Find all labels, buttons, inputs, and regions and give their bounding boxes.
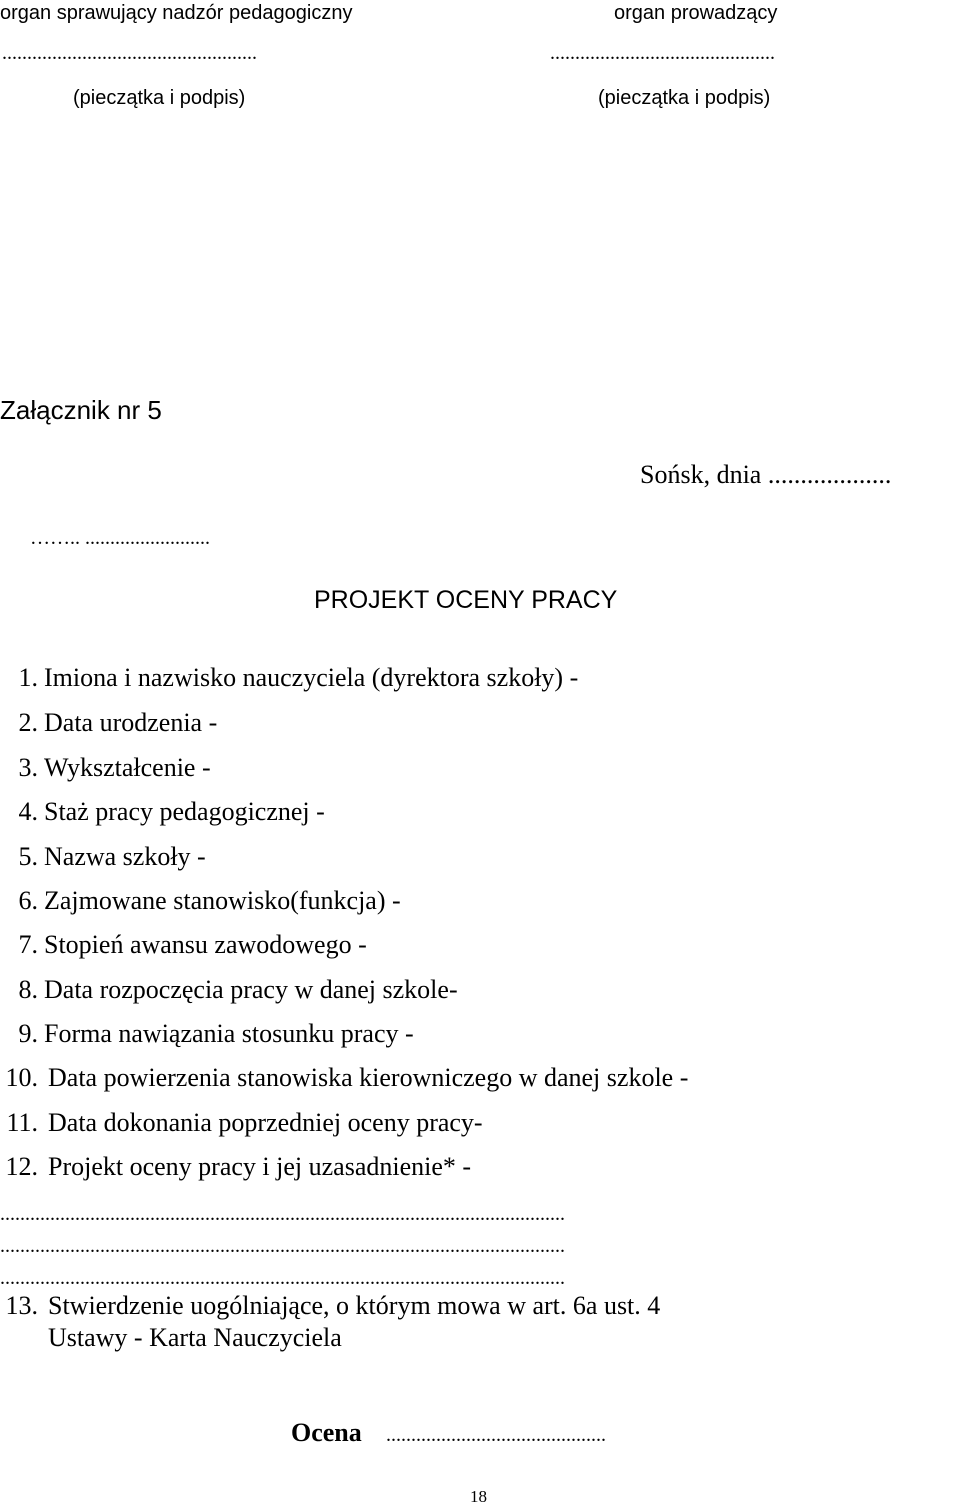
item-number: 10. [5,1063,38,1092]
item-text: Stopień awansu zawodowego - [44,930,367,959]
page-number: 18 [470,1487,487,1506]
item-text: Zajmowane stanowisko(funkcja) - [44,886,401,915]
item-text: Stwierdzenie uogólniające, o którym mowa w art. 6a ust. 4 [48,1291,661,1320]
item-number: 8. [18,975,38,1004]
item-text: Data rozpoczęcia pracy w danej szkole- [44,975,458,1004]
supervisory-body-label: organ sprawujący nadzór pedagogiczny [0,2,353,24]
item-number: 5. [18,842,38,871]
supervisory-stamp-caption: (pieczątka i podpis) [73,87,246,109]
list-item [6,797,325,827]
answer-dot-line: ................................................................................................................. [0,1235,565,1257]
list-item [0,1063,688,1093]
item-text-continuation: Ustawy - Karta Nauczyciela [48,1323,342,1352]
list-item [0,1291,660,1321]
governing-signature-dots: ............................................. [550,42,775,64]
item-number: 1. [18,663,38,692]
list-item [6,753,211,783]
item-text: Wykształcenie - [44,753,211,782]
supervisory-signature-dots: ................................................... [2,42,257,64]
list-item [6,1019,414,1049]
item-number: 7. [18,930,38,959]
item-text: Staż pracy pedagogicznej - [44,797,325,826]
answer-dot-line: ................................................................................................................. [0,1203,565,1225]
item-text: Data powierzenia stanowiska kierowniczego w danej szkole - [48,1063,689,1092]
item-number: 11. [6,1108,38,1137]
item-text: Data dokonania poprzedniej oceny pracy- [48,1108,483,1137]
grade-dots: ............................................ [386,1424,606,1446]
item-text: Forma nawiązania stosunku pracy - [44,1019,414,1048]
list-item [6,842,206,872]
grade-label: Ocena [291,1418,362,1447]
list-item [6,930,367,960]
answer-dot-line: ................................................................................................................. [0,1267,565,1289]
item-number: 3. [18,753,38,782]
place-date: Sońsk, dnia ................... [640,460,892,489]
item-number: 6. [18,886,38,915]
item-number: 4. [18,797,38,826]
item-text: Data urodzenia - [44,708,218,737]
list-item [6,663,578,693]
item-text: Imiona i nazwisko nauczyciela (dyrektora szkoły) - [44,663,579,692]
list-item [6,886,401,916]
item-number: 13. [5,1291,38,1320]
governing-stamp-caption: (pieczątka i podpis) [598,87,771,109]
item-number: 9. [18,1019,38,1048]
list-item [6,708,217,738]
document-title: PROJEKT OCENY PRACY [314,586,618,614]
list-item [0,1152,471,1182]
list-item [6,975,458,1005]
item-text: Nazwa szkoły - [44,842,206,871]
date-dots: …….. ......................... [30,527,210,549]
governing-body-label: organ prowadzący [614,2,778,24]
item-number: 12. [5,1152,38,1181]
list-item [0,1108,483,1138]
item-text: Projekt oceny pracy i jej uzasadnienie* - [48,1152,472,1181]
item-number: 2. [18,708,38,737]
attachment-label: Załącznik nr 5 [0,395,162,425]
